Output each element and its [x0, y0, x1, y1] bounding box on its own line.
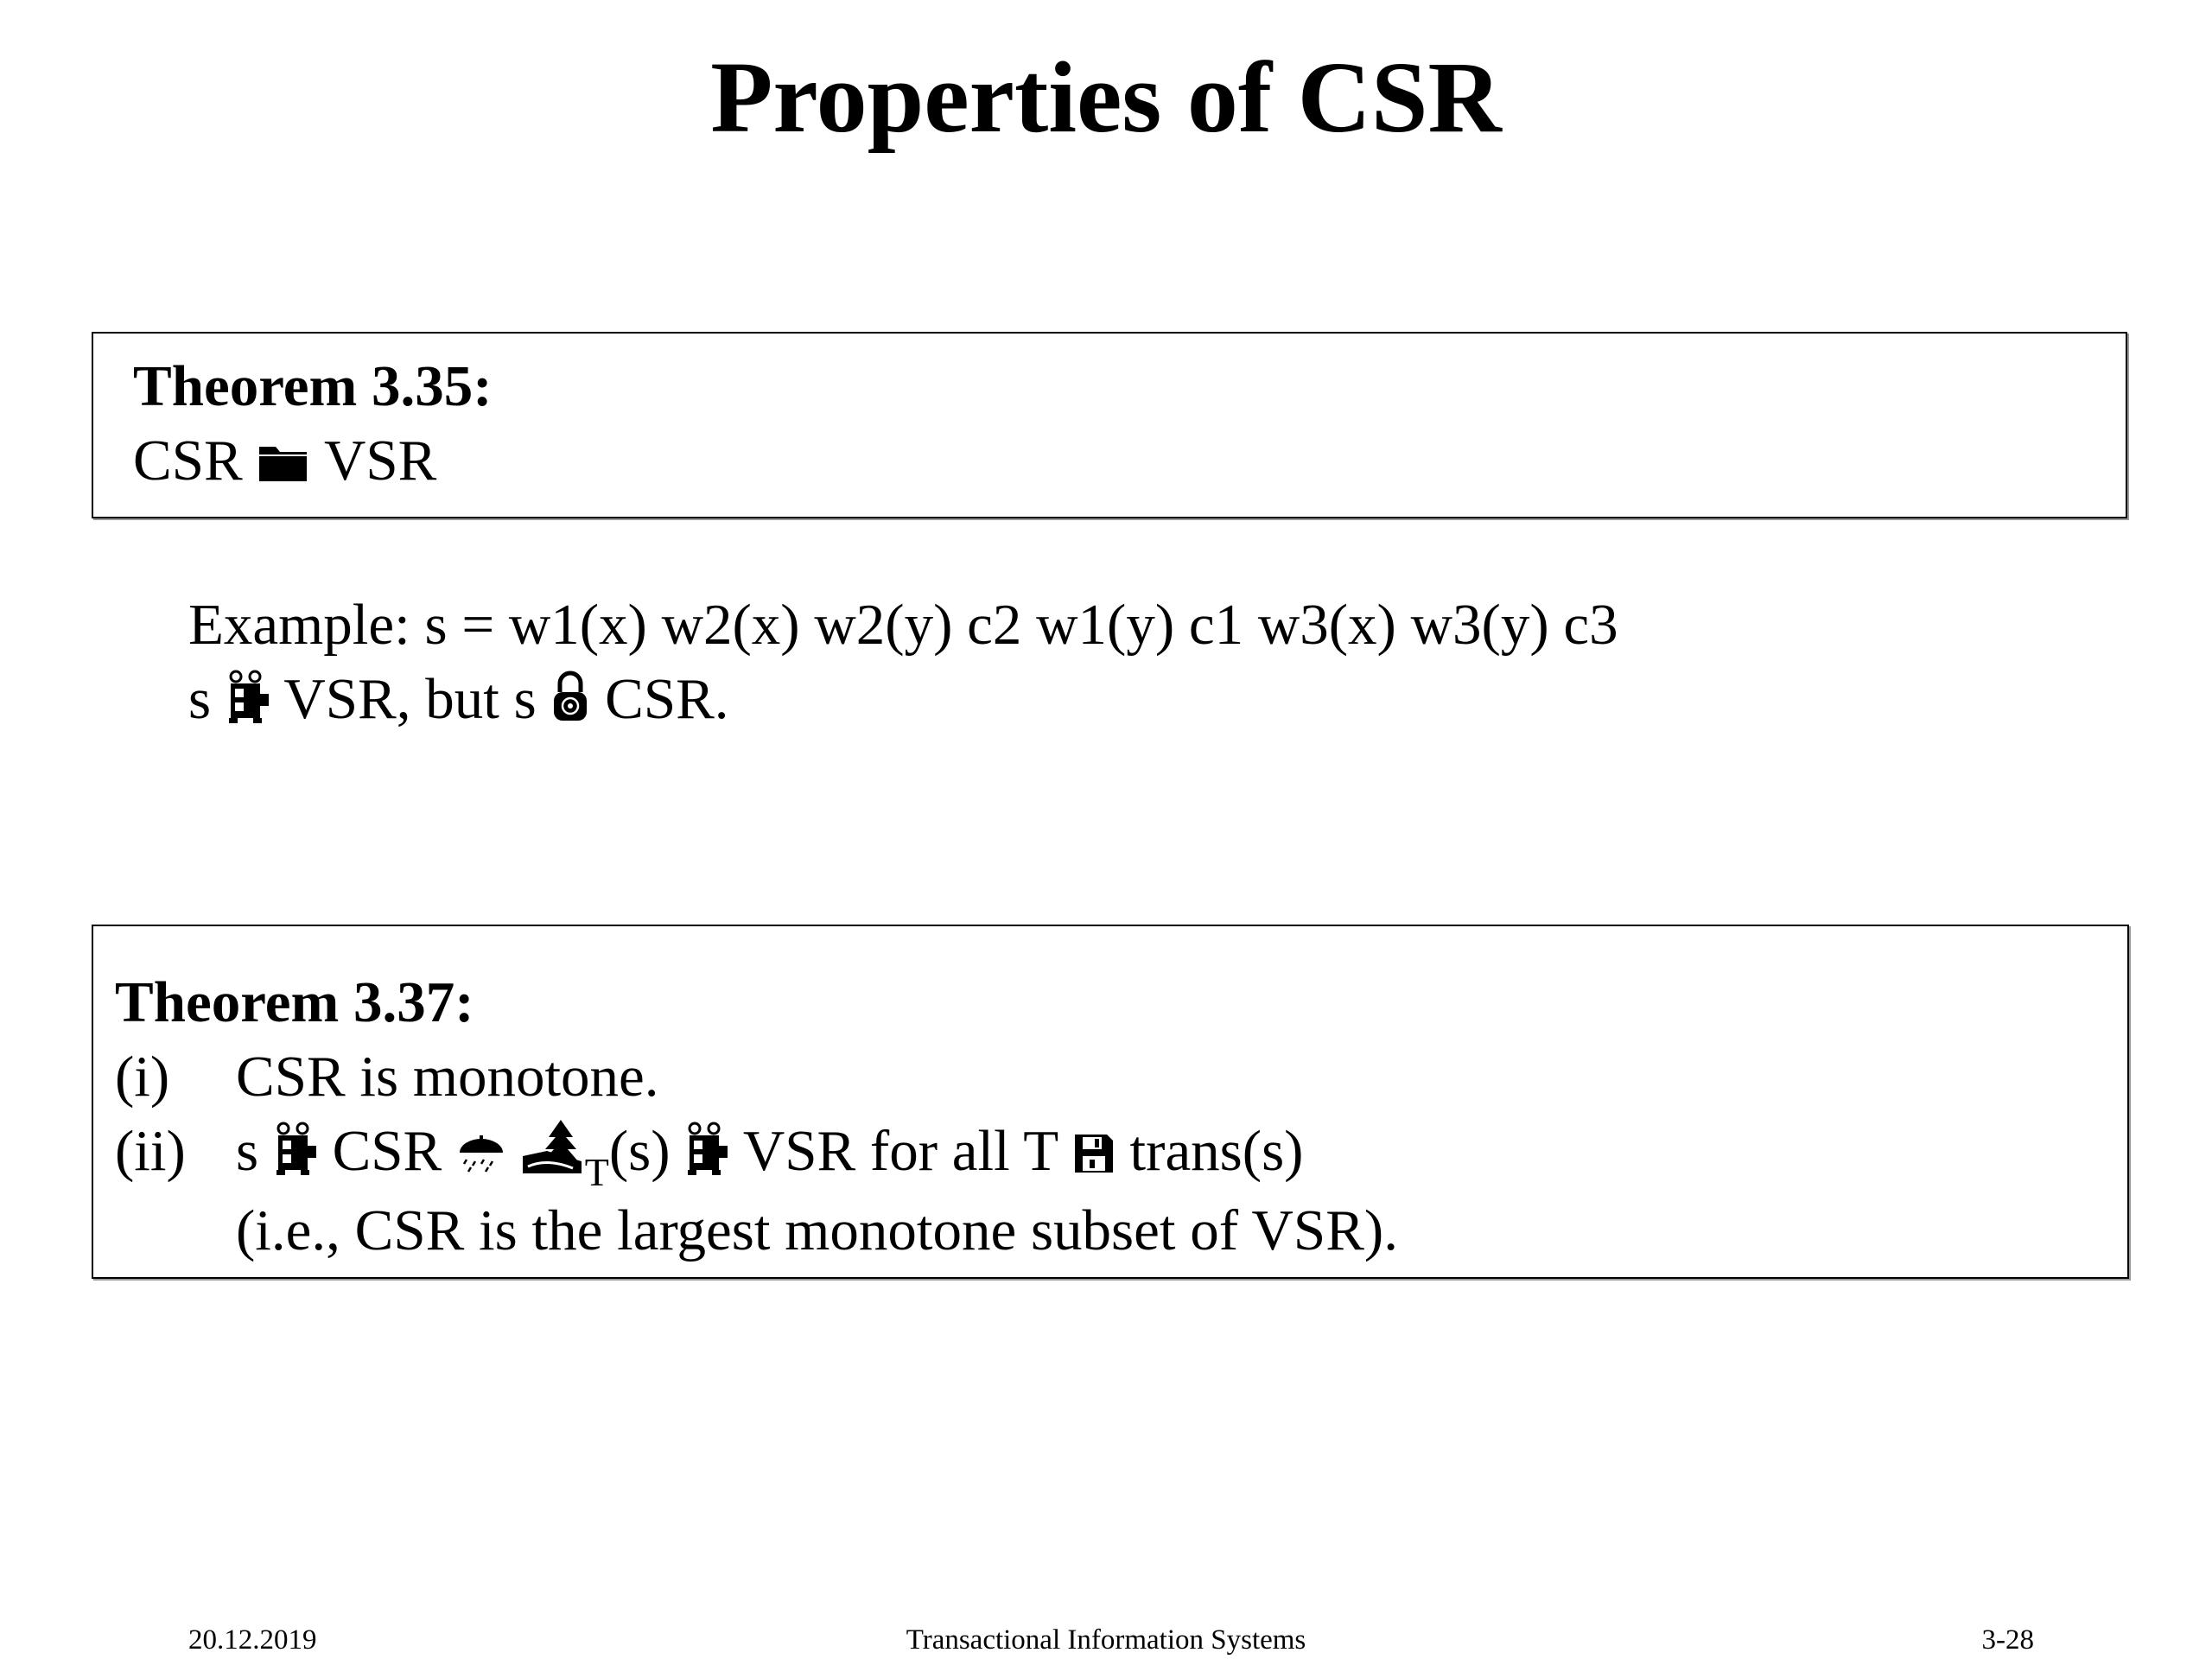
theorem-statement — [133, 423, 2126, 503]
projection-argument: (s) — [608, 1119, 671, 1183]
theorem-heading: Theorem 3.37: — [115, 970, 474, 1034]
folder-icon — [257, 429, 310, 503]
theorem-box-3-37 — [92, 925, 2129, 1279]
theorem-item-i — [115, 1039, 2127, 1114]
film-projector-icon — [684, 1119, 729, 1193]
transaction-subscript: T — [584, 1150, 609, 1194]
film-projector-icon — [226, 667, 270, 741]
slide-title: Properties of CSR — [710, 41, 1502, 154]
example-csr: CSR. — [605, 667, 729, 731]
vsr-for-all: VSR for all T — [742, 1119, 1058, 1183]
padlock-icon — [550, 667, 590, 741]
footer-page-number: 3-28 — [1981, 1624, 2034, 1656]
csr-term: CSR — [133, 429, 243, 493]
example-schedule: Example: s = w1(x) w2(x) w2(y) c2 w1(y) c1 w3(x) w3(y) c3 — [188, 593, 1618, 657]
theorem-box-3-35 — [92, 332, 2127, 518]
example-block — [188, 588, 1618, 741]
tree-landscape-icon — [521, 1118, 585, 1193]
film-projector-icon — [273, 1119, 318, 1193]
item-text: CSR is monotone. — [236, 1045, 659, 1109]
footer-date: 20.12.2019 — [188, 1624, 317, 1656]
example-conclusion — [188, 662, 1618, 741]
schedule-s: s — [236, 1119, 259, 1183]
vsr-term: VSR — [323, 429, 437, 493]
theorem-item-ii — [115, 1114, 2127, 1193]
trans-s: trans(s) — [1129, 1119, 1304, 1183]
example-vsr-but: VSR, but s — [283, 667, 537, 731]
schedule-s: s — [188, 667, 212, 731]
item-label: (i) — [115, 1045, 170, 1109]
umbrella-rain-icon — [456, 1119, 506, 1193]
item-label: (ii) — [115, 1119, 186, 1183]
footer-course-title: Transactional Information Systems — [906, 1624, 1306, 1656]
floppy-disk-icon — [1072, 1119, 1116, 1193]
theorem-heading: Theorem 3.35: — [133, 354, 493, 418]
theorem-note: (i.e., CSR is the largest monotone subset of VSR). — [236, 1198, 1398, 1262]
csr-term: CSR — [332, 1119, 442, 1183]
